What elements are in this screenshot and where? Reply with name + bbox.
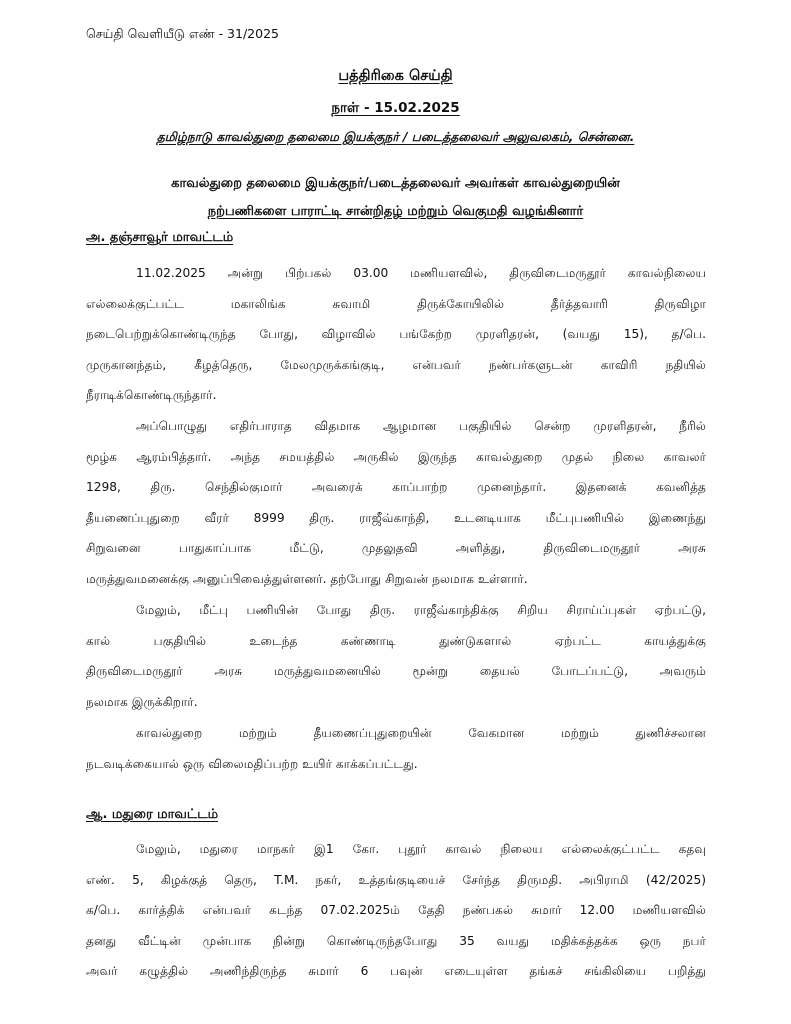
paragraph-a3 [86,599,706,721]
section-heading-madurai: ஆ. மதுரை மாவட்டம் [86,807,219,822]
paragraph-line: அப்பொழுது எதிர்பாராத விதமாக ஆழமான பகுதியில் சென்ற முரளிதரன், நீரில் [136,419,706,433]
paragraph-line: சிறுவனை பாதுகாப்பாக மீட்டு, முதலுதவி அளித்து, திருவிடைமருதூர் அரசு [86,541,706,555]
press-release-number: செய்தி வெளியீடு எண் - 31/2025 [86,26,279,41]
paragraph-line: மேலும், மீட்பு பணியின் போது திரு. ராஜீவ்காந்திக்கு சிறிய சிராய்ப்புகள் ஏற்பட்டு, [136,603,706,617]
paragraph-line: திருவிடைமருதூர் அரசு மருத்துவமனையில் மூன்று தையல் போடப்பட்டு, அவரும் [86,664,706,678]
paragraph-line: கால் பகுதியில் உடைந்த கண்ணாடி துண்டுகளால் ஏற்பட்ட காயத்துக்கு [86,633,706,648]
paragraph-line: தீயணைப்புதுறை வீரர் 8999 திரு. ராஜீவ்காந்தி, உடனடியாக மீட்புபணியில் இணைந்து [86,510,706,525]
paragraph-line: நலமாக இருக்கிறார். [86,694,198,709]
paragraph-a4 [86,722,706,783]
release-date: நாள் - 15.02.2025 [331,100,460,116]
paragraph-line: க/பெ. கார்த்திக் என்பவர் கடந்த 07.02.2025ம் தேதி நண்பகல் சுமார் 12.00 மணியளவில் [86,903,706,917]
paragraph-line: நீராடிக்கொண்டிருந்தார். [86,388,217,402]
paragraph-line: காவல்துறை மற்றும் தீயணைப்புதுறையின் வேகமான மற்றும் துணிச்சலான [136,726,706,740]
paragraph-line: 1298, திரு. செந்தில்குமார் அவரைக் காப்பாற்ற முனைந்தார். இதனைக் கவனித்த [86,480,706,494]
paragraph-line: 11.02.2025 அன்று பிற்பகல் 03.00 மணியளவில், திருவிடைமருதூர் காவல்நிலைய [136,266,706,280]
paragraph-line: மருத்துவமனைக்கு அனுப்பிவைத்துள்ளனர். தற்போது சிறுவன் நலமாக உள்ளார். [86,571,528,586]
paragraph-a1 [86,262,706,415]
paragraph-line: எண். 5, கிழக்குத் தெரு, T.M. நகர், உத்தங்குடியைச் சேர்ந்த திருமதி. அபிராமி (42/2025) [86,872,706,887]
paragraph-line: எல்லைக்குட்பட்ட மகாலிங்க சுவாமி திருக்கோயிலில் தீர்த்தவாரி திருவிழா [86,296,706,311]
paragraph-line: மேலும், மதுரை மாநகர் இ1 கோ. புதூர் காவல் நிலைய எல்லைக்குட்பட்ட கதவு [136,842,706,856]
section-heading-thanjavur: அ. தஞ்சாவூர் மாவட்டம் [86,230,234,245]
paragraph-line: தனது வீட்டின் முன்பாக நின்று கொண்டிருந்தபோது 35 வயது மதிக்கத்தக்க ஒரு நபர் [86,933,706,948]
paragraph-line: நடவடிக்கையால் ஒரு விலைமதிப்பற்ற உயிர் காக்கப்பட்டது. [86,756,418,771]
paragraph-a2 [86,415,706,598]
paragraph-b1 [86,838,706,991]
paragraph-line: நடைபெற்றுக்கொண்டிருந்த போது, விழாவில் பங்கேற்ற முரளிதரன், (வயது 15), த/பெ. [86,327,706,341]
issuing-office: தமிழ்நாடு காவல்துறை தலைமை இயக்குநர் / படைத்தலைவர் அலுவலகம், சென்னை. [156,130,635,144]
main-title-line-1: காவல்துறை தலைமை இயக்குநர்/படைத்தலைவர் அவர்கள் காவல்துறையின் [171,176,620,191]
main-title-line-2: நற்பணிகளை பாராட்டி சான்றிதழ் மற்றும் வெகுமதி வழங்கினார் [207,204,584,219]
paragraph-line: மூழ்க ஆரம்பித்தார். அந்த சமயத்தில் அருகில் இருந்த காவல்துறை முதல் நிலை காவலர் [86,449,706,464]
paragraph-line: முருகானந்தம், கீழத்தெரு, மேலமுருக்கங்குடி, என்பவர் நண்பர்களுடன் காவிரி நதியில் [86,357,706,372]
paragraph-line: அவர் கழுத்தில் அணிந்திருந்த சுமார் 6 பவுன் எடையுள்ள தங்கச் சங்கிலியை பறித்து [86,964,706,978]
document-title: பத்திரிகை செய்தி [338,68,453,84]
